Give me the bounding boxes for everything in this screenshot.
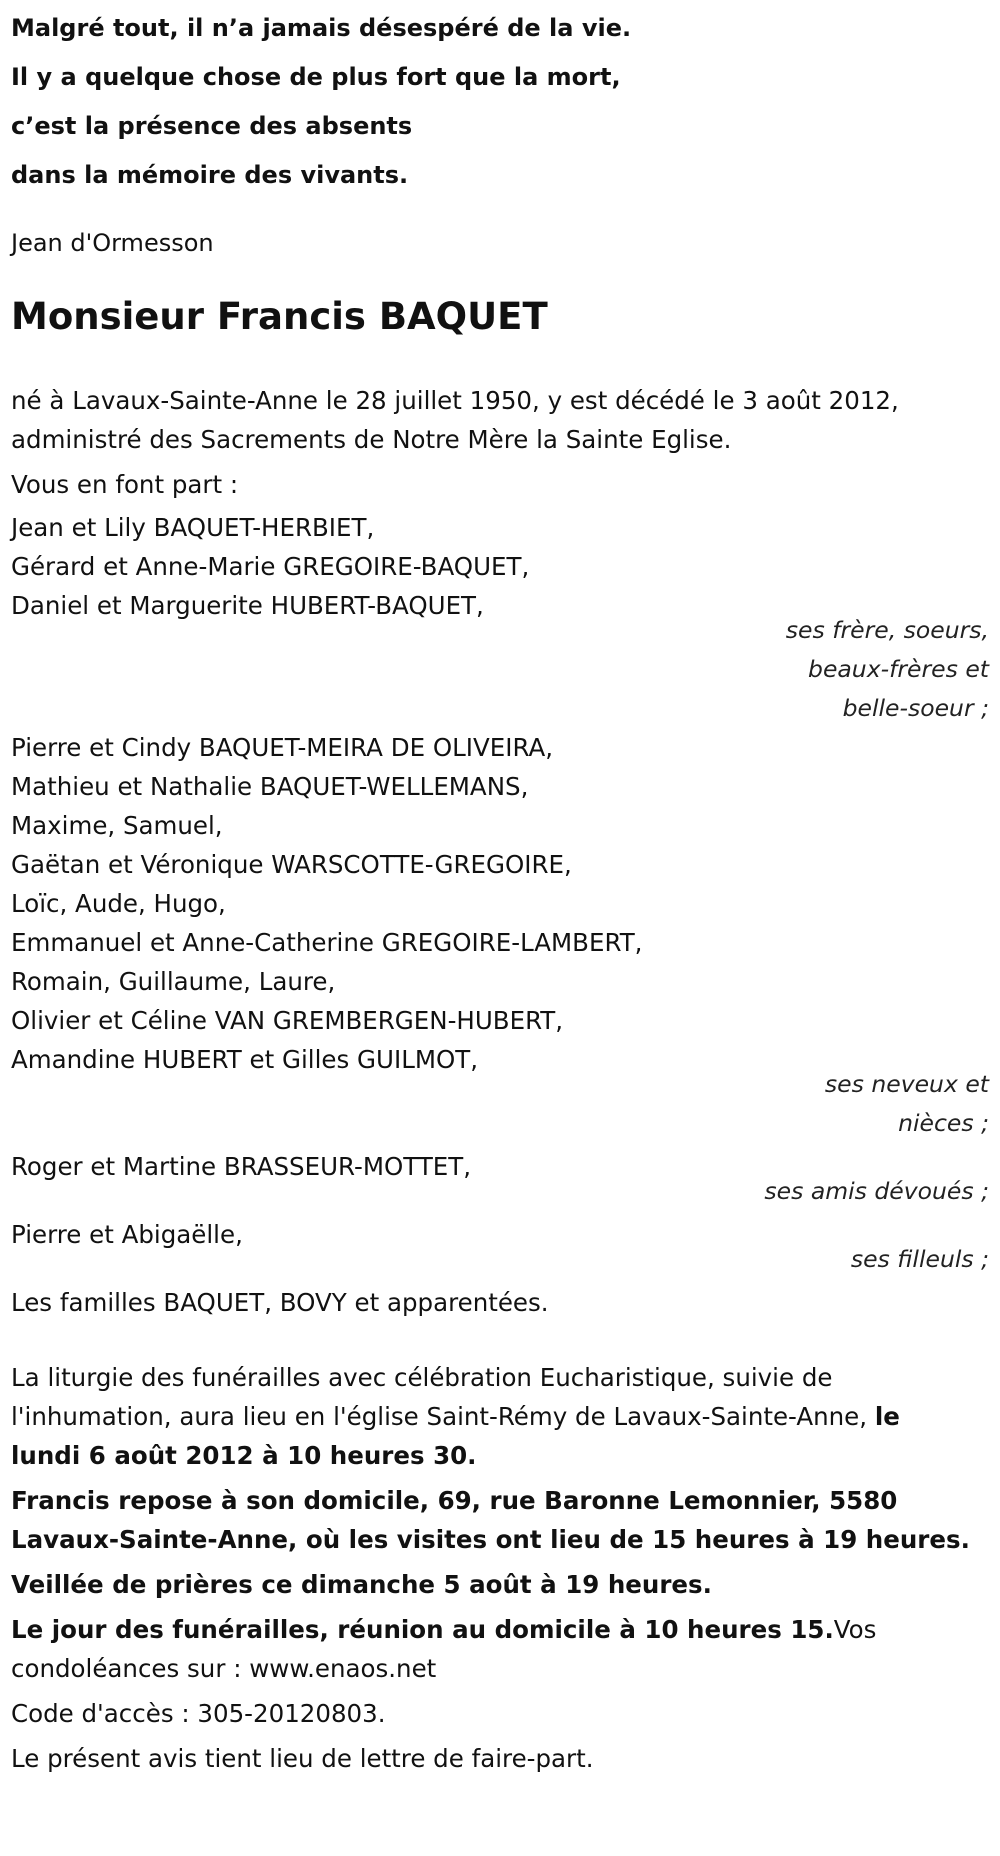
family-name: Daniel et Marguerite HUBERT-BAQUET,	[11, 591, 484, 620]
closing-line: Le présent avis tient lieu de lettre de faire-part.	[11, 1744, 594, 1773]
condolences-line: condoléances sur : www.enaos.net	[11, 1654, 437, 1683]
access-code: Code d'accès : 305-20120803.	[11, 1699, 386, 1728]
family-name: Emmanuel et Anne-Catherine GREGOIRE-LAMBERT,	[11, 928, 643, 957]
quote-line: Il y a quelque chose de plus fort que la mort,	[11, 63, 621, 91]
family-group-siblings	[11, 508, 989, 728]
family-group-friends	[11, 1147, 989, 1211]
family-name: Amandine HUBERT et Gilles GUILMOT,	[11, 1045, 479, 1074]
family-name: Olivier et Céline VAN GREMBERGEN-HUBERT,	[11, 1006, 564, 1035]
quote-line: dans la mémoire des vivants.	[11, 161, 409, 189]
family-name: Loïc, Aude, Hugo,	[11, 889, 226, 918]
sacraments-line: administré des Sacrements de Notre Mère la Sainte Eglise.	[11, 425, 732, 454]
announce-line: Vous en font part :	[11, 470, 239, 499]
liturgy-date: lundi 6 août 2012 à 10 heures 30.	[11, 1441, 477, 1470]
rest-line: Lavaux-Sainte-Anne, où les visites ont lieu de 15 heures à 19 heures.	[11, 1525, 970, 1554]
meeting-bold: Le jour des funérailles, réunion au domicile à 10 heures 15.	[11, 1615, 834, 1644]
family-name: Jean et Lily BAQUET-HERBIET,	[11, 513, 375, 542]
condolences-start: Vos	[833, 1615, 877, 1644]
birth-death-line: né à Lavaux-Sainte-Anne le 28 juillet 1950, y est décédé le 3 août 2012,	[11, 386, 899, 415]
names-list	[11, 728, 989, 1079]
relation-label	[11, 611, 989, 728]
family-name: Pierre et Abigaëlle,	[11, 1220, 243, 1249]
vigil-line: Veillée de prières ce dimanche 5 août à 19 heures.	[11, 1570, 712, 1599]
family-name: Mathieu et Nathalie BAQUET-WELLEMANS,	[11, 772, 529, 801]
quote-line: Malgré tout, il n’a jamais désespéré de la vie.	[11, 14, 632, 42]
relation-line: nièces ;	[898, 1109, 989, 1137]
liturgy-bold-le: le	[874, 1402, 900, 1431]
family-name: Gaëtan et Véronique WARSCOTTE-GREGOIRE,	[11, 850, 572, 879]
relation-line: ses neveux et	[824, 1070, 989, 1098]
quote-block	[11, 0, 989, 200]
family-name: Roger et Martine BRASSEUR-MOTTET,	[11, 1152, 472, 1181]
relation-line: ses frère, soeurs,	[785, 616, 989, 644]
rest-line: Francis repose à son domicile, 69, rue Baronne Lemonnier, 5580	[11, 1486, 898, 1515]
liturgy-text: l'inhumation, aura lieu en l'église Saint-Rémy de Lavaux-Sainte-Anne,	[11, 1402, 868, 1431]
liturgy-line	[11, 1397, 989, 1436]
liturgy-line: La liturgie des funérailles avec célébration Eucharistique, suivie de	[11, 1363, 833, 1392]
family-name: Maxime, Samuel,	[11, 811, 223, 840]
family-group-godchildren	[11, 1215, 989, 1279]
relation-line: ses amis dévoués ;	[764, 1177, 989, 1205]
deceased-name: Monsieur Francis BAQUET	[11, 295, 548, 338]
quote-author: Jean d'Ormesson	[11, 229, 214, 257]
family-name: Romain, Guillaume, Laure,	[11, 967, 336, 996]
relation-line: ses filleuls ;	[850, 1245, 989, 1273]
relation-line: beaux-frères et	[808, 655, 989, 683]
relation-line: belle-soeur ;	[842, 694, 989, 722]
families-line: Les familles BAQUET, BOVY et apparentées.	[11, 1288, 549, 1317]
quote-line: c’est la présence des absents	[11, 112, 413, 140]
family-name: Gérard et Anne-Marie GREGOIRE-BAQUET,	[11, 552, 530, 581]
family-name: Pierre et Cindy BAQUET-MEIRA DE OLIVEIRA,	[11, 733, 554, 762]
meeting-line	[11, 1610, 989, 1649]
names-list	[11, 508, 989, 625]
family-group-nephews	[11, 728, 989, 1143]
funeral-details	[11, 1358, 989, 1778]
